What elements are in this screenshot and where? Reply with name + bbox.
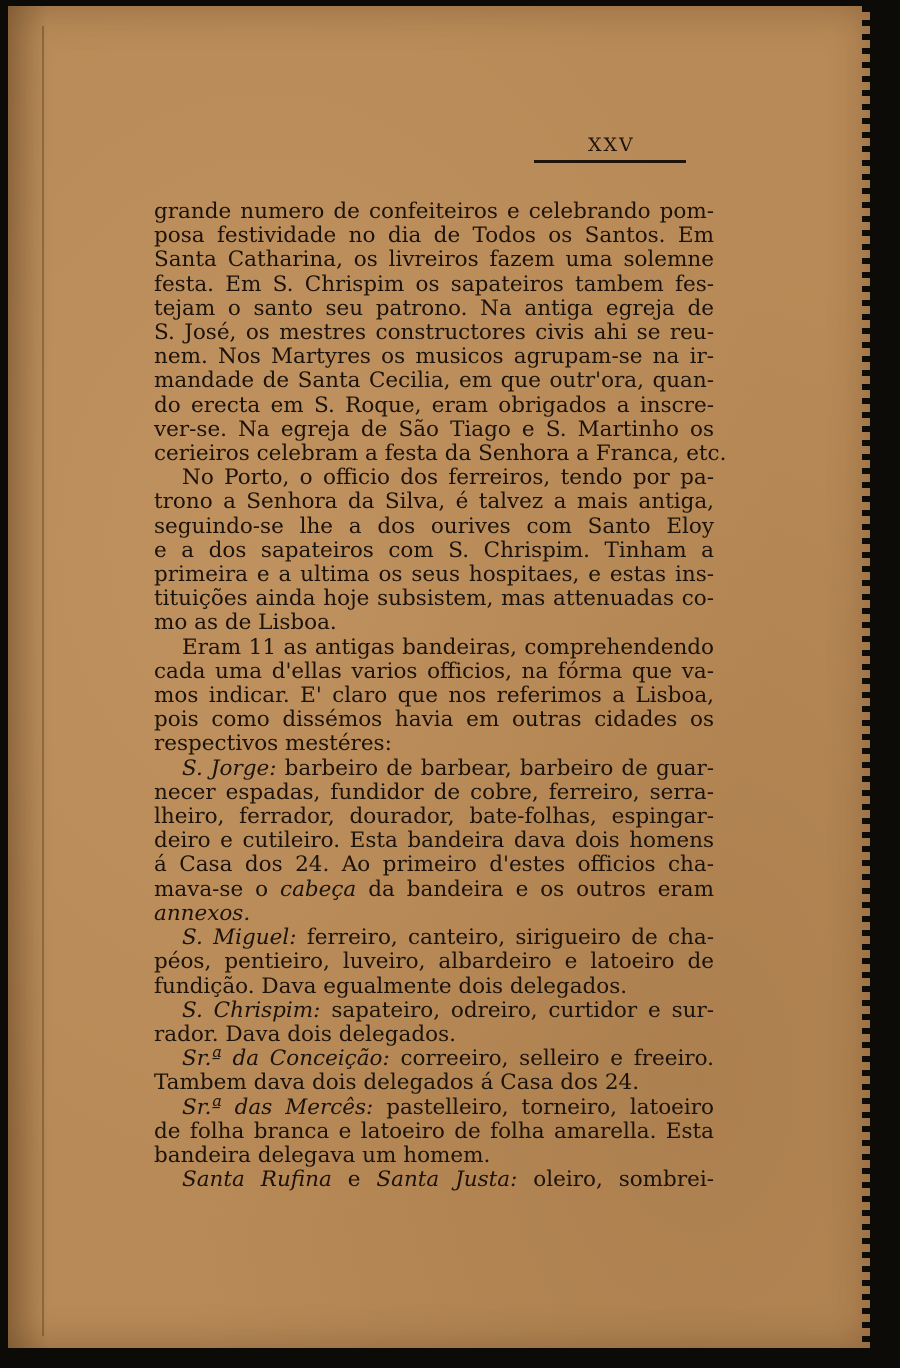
heading-s-jorge: S. Jorge: [182,755,277,781]
text-line [154,878,714,902]
text-span: correeiro, selleiro e freeiro. [400,1046,714,1072]
text-span: sapateiro, odreiro, curtidor e sur- [331,997,714,1023]
gutter-shadow [42,26,44,1336]
text-line [154,1047,714,1071]
text-line: necer espadas, fundidor de cobre, ferreiro, serra- [154,779,714,805]
text-line: rador. Dava dois delegados. [154,1021,456,1047]
heading-s-chrispim: S. Chrispim: [182,997,321,1023]
text-span: barbeiro de barbear, barbeiro de guar- [284,755,714,781]
text-line: bandeira delegava um homem. [154,1142,491,1168]
text-line: Santa Catharina, os livreiros fazem uma solemne [154,247,714,273]
text-line: seguindo-se lhe a dos ourives com Santo Eloy [154,513,714,539]
text-line: de folha branca e latoeiro de folha amarella. Esta [154,1118,714,1144]
torn-page-edge [862,6,870,1348]
text-line: festa. Em S. Chrispim os sapateiros tambem fes- [154,271,714,297]
text-line: S. José, os mestres constructores civis ahi se reu- [154,320,714,346]
text-span: mava-se o [154,876,269,902]
text-line [154,1096,714,1120]
text-span: da bandeira e os outros eram [368,876,714,902]
text-line: mos indicar. E' claro que nos referimos a Lisboa, [154,683,714,709]
text-span: e [347,1167,361,1193]
text-line: ver-se. Na egreja de São Tiago e S. Martinho os [154,416,714,442]
heading-santa-justa: Santa Justa: [376,1167,518,1193]
page-number: XXV [588,134,635,156]
text-line: cerieiros celebram a festa da Senhora a Franca, etc. [154,441,727,467]
text-line: trono a Senhora da Silva, é talvez a mais antiga, [154,489,714,515]
text-line: mandade de Santa Cecilia, em que outr'ora, quan- [154,368,714,394]
text-line: annexos. [154,900,251,926]
text-line [154,1168,714,1192]
text-line: No Porto, o officio dos ferreiros, tendo por pa- [182,465,714,491]
text-line: Tambem dava dois delegados á Casa dos 24. [154,1070,640,1096]
text-line: do erecta em S. Roque, eram obrigados a inscre- [154,392,714,418]
text-line [154,926,714,950]
text-line: tejam o santo seu patrono. Na antiga egreja de [154,295,714,321]
text-line [154,757,714,781]
text-line: fundição. Dava egualmente dois delegados. [154,973,628,999]
heading-merces: Sr.ª das Mercês: [182,1094,374,1120]
text-span: pastelleiro, torneiro, latoeiro [386,1094,714,1120]
text-line: respectivos mestéres: [154,731,392,757]
text-span: oleiro, sombrei- [533,1167,714,1193]
book-page [8,6,870,1348]
body-text [154,199,727,1193]
text-line: Eram 11 as antigas bandeiras, comprehendendo [182,634,714,660]
heading-s-miguel: S. Miguel: [182,925,297,951]
text-line: péos, pentieiro, luveiro, albardeiro e latoeiro de [154,949,714,975]
text-line: mo as de Lisboa. [154,610,337,636]
term-cabeca: cabeça [280,876,357,902]
text-line: tituições ainda hoje subsistem, mas attenuadas co- [154,586,714,612]
text-line [154,999,714,1023]
header-rule [534,160,686,163]
text-line: grande numero de confeiteiros e celebrando pom- [154,199,714,224]
text-line: posa festividade no dia de Todos os Santos. Em [154,223,714,249]
text-line: nem. Nos Martyres os musicos agrupam-se na ir- [154,344,714,370]
text-line: primeira e a ultima os seus hospitaes, e estas ins- [154,562,714,588]
heading-conceicao: Sr.ª da Conceição: [182,1046,390,1072]
text-line: pois como dissémos havia em outras cidades os [154,707,714,733]
text-line: á Casa dos 24. Ao primeiro d'estes officios cha- [154,852,714,878]
heading-santa-rufina: Santa Rufina [182,1167,332,1193]
text-line: cada uma d'ellas varios officios, na fórma que va- [154,658,714,684]
text-line: deiro e cutileiro. Esta bandeira dava dois homens [154,828,714,854]
text-line: e a dos sapateiros com S. Chrispim. Tinham a [154,537,714,563]
text-line: lheiro, ferrador, dourador, bate-folhas, espingar- [154,804,714,830]
text-span: ferreiro, canteiro, sirigueiro de cha- [306,925,715,951]
